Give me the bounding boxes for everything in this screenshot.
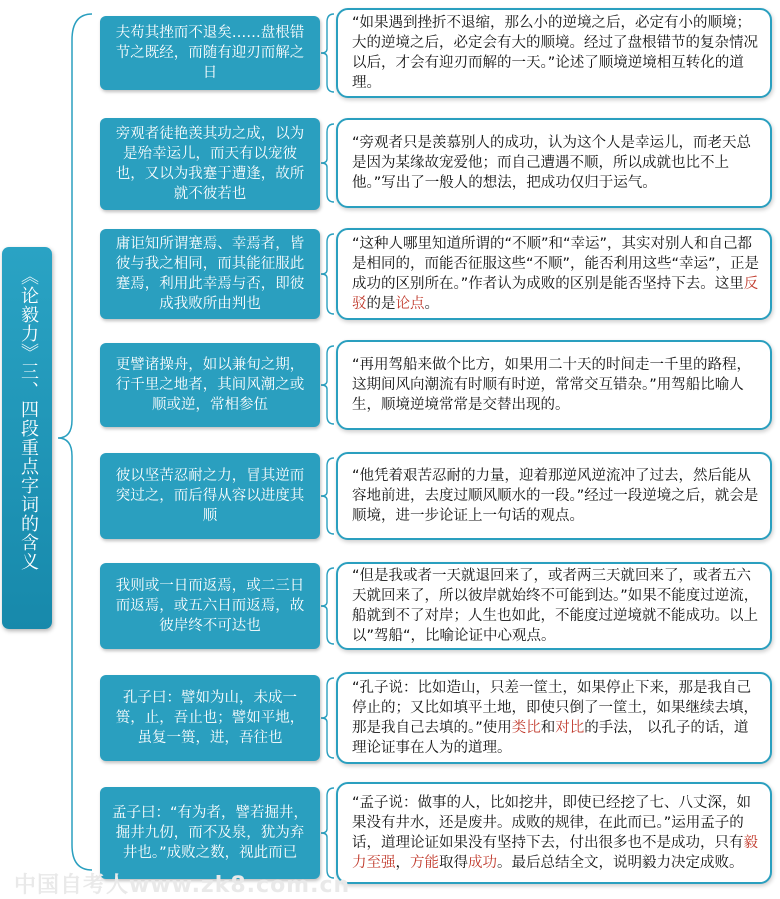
highlight-term: 成功 [468, 855, 497, 871]
explanation-segment: “孔子说：比如造山，只差一筐土，如果停止下来，那是我自己停止的；又比如填平土地，即使只倒了一筐土，如果继续去填，那是我自己去填的。”使用 [352, 680, 758, 736]
explanation-segment: “但是我或者一天就退回来了，或者两三天就回来了，或者五六天就回来了，所以彼岸就始终不可能到达。”如果不能度过逆流，船就到不了对岸；人生也如此，不能度过逆境就不能成功。以上以”驾船“，比喻论证中心观点。 [352, 568, 759, 644]
explanation-4 [336, 340, 772, 430]
explanation-segment: 的是 [366, 296, 396, 312]
source-phrase-text: 我则或一日而返焉，或二三日而返焉，或五六日而返焉，故彼岸终不可达也 [115, 578, 305, 634]
explanation-2 [336, 118, 772, 208]
explanation-text [352, 566, 760, 646]
source-phrase-text: 庸讵知所谓蹇焉、幸焉者，皆彼与我之相同，而其能征服此蹇焉，利用此幸焉与否，即彼成我败所由判也 [115, 236, 305, 312]
source-phrase-text: 夫苟其挫而不退矣……盘根错节之既经，而随有迎刃而解之日 [115, 25, 305, 81]
explanation-3 [336, 228, 772, 320]
explanation-segment: “如果遇到挫折不退缩，那么小的逆境之后，必定有小的顺境；大的逆境之后，必定会有大的顺境。经过了盘根错节的复杂情况以后，才会有迎刃而解的一天。”论述了顺境逆境相互转化的道理。 [352, 15, 758, 91]
explanation-5 [336, 452, 772, 540]
highlight-term: 方能 [410, 855, 439, 871]
highlight-term: 类比 [511, 720, 541, 736]
explanation-segment: “他凭着艰苦忍耐的力量，迎着那逆风逆流冲了过去，然后能从容地前进，去度过顺风顺水的一段。”经过一段逆境之后，就会是顺境，进一步论证上一句话的观点。 [352, 468, 759, 524]
watermark: 中国自考人www.zk8.com.cn [14, 873, 351, 898]
source-phrase-8 [100, 787, 320, 879]
source-phrase-5 [100, 453, 320, 539]
source-phrase-text: 彼以坚苦忍耐之力，冒其逆而突过之，而后得从容以进度其顺 [115, 468, 305, 524]
row-brace [321, 346, 334, 424]
source-phrase-4 [100, 343, 320, 427]
source-phrase-6 [100, 563, 320, 649]
explanation-segment: 。 [424, 296, 439, 312]
explanation-segment: 取得 [439, 855, 468, 871]
explanation-text [352, 466, 760, 526]
explanation-6 [336, 562, 772, 650]
row-brace [321, 234, 334, 314]
explanation-segment: 和 [540, 720, 556, 736]
highlight-term: 论点 [395, 296, 425, 312]
explanation-7 [336, 672, 772, 764]
explanation-text [352, 793, 760, 873]
source-phrase-7 [100, 675, 320, 761]
highlight-term: 毅力至强 [352, 835, 758, 871]
source-phrase-text: 孔子曰：譬如为山，未成一篑，止，吾止也；譬如平地，虽复一篑，进，吾往也 [115, 690, 305, 746]
explanation-segment: 的手法， 以孔子的话，道理论证事在人为的道理。 [352, 720, 749, 756]
source-phrase-3 [100, 229, 320, 319]
explanation-segment: 。最后总结全文，说明毅力决定成败。 [497, 855, 744, 871]
explanation-segment: “孟子说：做事的人，比如挖井，即使已经挖了七、八丈深，如果没有井水，还是废井。成败的规律，在此而已。”运用孟子的话，道理论证如果没有坚持下去，付出很多也不是成功，只有 [352, 795, 752, 851]
explanation-segment: “旁观者只是羡慕别人的成功，认为这个人是幸运儿，而老天总是因为某缘故宠爱他；而自己遭遇不顺，所以成就也比不上他。”写出了一般人的想法，把成功仅归于运气。 [352, 135, 752, 191]
row-brace [321, 788, 334, 878]
explanation-text [352, 234, 760, 314]
source-phrase-1 [100, 16, 320, 90]
row-brace [321, 678, 334, 758]
row-brace [321, 124, 334, 202]
source-phrase-2 [100, 118, 320, 210]
explanation-8 [336, 782, 772, 884]
source-phrase-text: 旁观者徒艳羡其功之成，以为是殆幸运儿，而天有以宠彼也，又以为我蹇于遭逢，故所就不彼若也 [115, 126, 305, 202]
explanation-segment: “再用驾船来做个比方，如果用二十天的时间走一千里的路程，这期间风向潮流有时顺有时逆，常常交互错杂。”用驾船比喻人生，顺境逆境常常是交替出现的。 [352, 357, 752, 413]
row-brace [321, 14, 334, 92]
explanation-segment: “这种人哪里知道所谓的“不顺”和“幸运”，其实对别人和自己都是相同的，而能否征服这些“不顺”，能否利用这些“幸运”，正是成功的区别所在。”作者认为成败的区别是能否坚持下去。这里 [352, 236, 760, 292]
explanation-text [352, 678, 760, 758]
row-brace [321, 568, 334, 644]
highlight-term: 反驳 [352, 276, 759, 312]
row-brace [321, 458, 334, 534]
explanation-text [352, 13, 760, 93]
source-phrase-text: 更譬诸操舟，如以兼旬之期，行千里之地者，其间风潮之或顺或逆，常相参伍 [115, 357, 305, 413]
root-topic [2, 247, 52, 629]
explanation-1 [336, 8, 772, 98]
root-title: 《论毅力》三、四段重点字词的含义 [18, 267, 39, 571]
highlight-term: 对比 [555, 720, 585, 736]
source-phrase-text: 孟子曰：“有为者，譬若掘井，掘井九仞，而不及泉，犹为弃井也。”成败之数，视此而已 [111, 805, 308, 861]
explanation-text [352, 133, 760, 193]
explanation-text [352, 355, 760, 415]
explanation-segment: ， [395, 855, 410, 871]
